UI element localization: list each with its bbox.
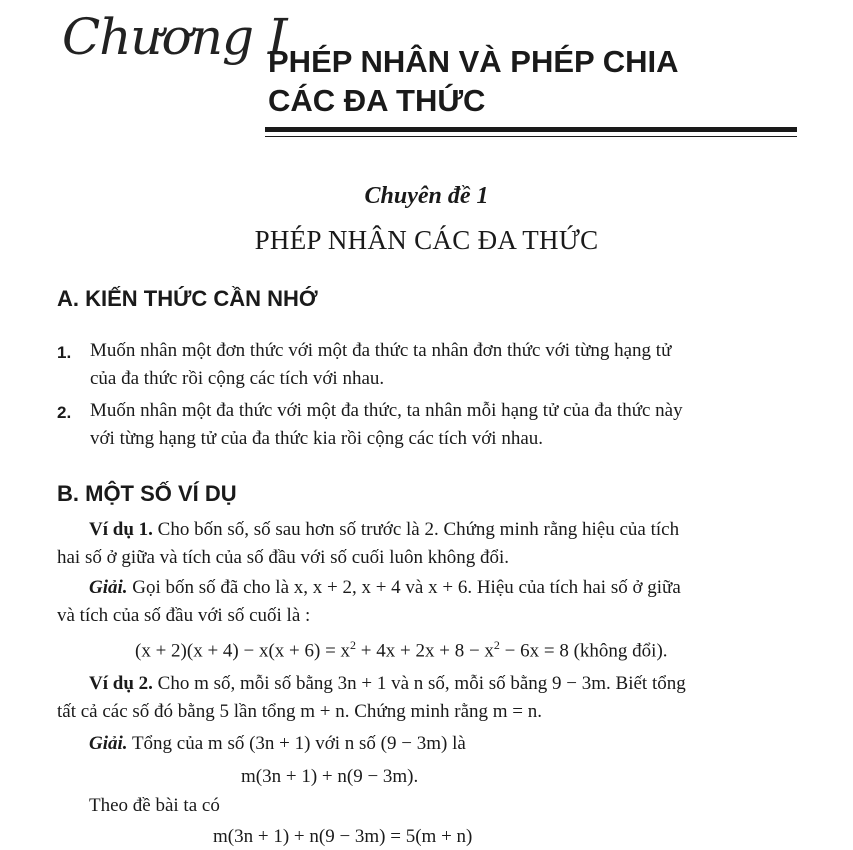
chapter-rule-thin [265,136,797,137]
solution2-equation-1: m(3n + 1) + n(9 − 3m). [241,766,419,787]
item-1-line1: Muốn nhân một đơn thức với một đa thức ta nhân đơn thức với từng hạng tử [90,340,672,361]
example2-line2: tất cả các số đó bằng 5 lần tổng m + n. Chứng minh rằng m = n. [57,701,543,722]
example2-label: Ví dụ 2. [89,673,153,694]
solution2-equation-2: m(3n + 1) + n(9 − 3m) = 5(m + n) [213,826,473,847]
solution2-line2: Theo đề bài ta có [89,795,220,816]
item-2-line2: với từng hạng tử của đa thức kia rồi cộng các tích với nhau. [90,428,544,449]
eq-exp-2: 2 [493,638,500,652]
item-1-line2: của đa thức rồi cộng các tích với nhau. [90,368,385,389]
item-2-number: 2. [57,403,72,422]
solution1-line1 [89,577,681,599]
topic-title: PHÉP NHÂN CÁC ĐA THỨC [254,225,599,255]
example2-text: Cho m số, mỗi số bằng 3n + 1 và n số, mỗi số bằng 9 − 3m. Biết tổng [152,673,686,694]
chapter-title [268,42,679,120]
example1-line1 [89,519,679,541]
eq-part-a: (x + 2)(x + 4) − x(x + 6) = x [135,640,351,662]
solution1-label: Giải. [89,577,128,598]
section-a-heading: A. KIẾN THỨC CẦN NHỚ [57,286,318,311]
topic-label: Chuyên đề 1 [364,183,489,209]
section-b-heading: B. MỘT SỐ VÍ DỤ [57,481,237,506]
eq-part-c: − 6x = 8 (không đổi). [499,640,668,662]
solution1-text: Gọi bốn số đã cho là x, x + 2, x + 4 và x + 6. Hiệu của tích hai số ở giữa [127,577,681,598]
item-2-line1: Muốn nhân một đa thức với một đa thức, ta nhân mỗi hạng tử của đa thức này [90,400,683,421]
example1-text: Cho bốn số, số sau hơn số trước là 2. Chứng minh rằng hiệu của tích [152,519,680,540]
item-1-number: 1. [57,343,72,362]
eq-part-b: + 4x + 2x + 8 − x [356,640,494,662]
solution2-text: Tổng của m số (3n + 1) với n số (9 − 3m) là [127,733,466,754]
example2-line1 [89,673,686,695]
chapter-rule-thick [265,127,797,132]
solution2-line1 [89,733,466,755]
eq-exp-1: 2 [350,638,357,652]
solution1-equation [135,638,668,662]
example1-line2: hai số ở giữa và tích của số đầu với số cuối luôn không đổi. [57,547,510,568]
chapter-title-line1: PHÉP NHÂN VÀ PHÉP CHIA [268,44,679,79]
chapter-word: Chương I [62,8,287,66]
solution1-line2: và tích của số đầu với số cuối là : [57,605,311,626]
example1-label: Ví dụ 1. [89,519,153,540]
chapter-title-line2: CÁC ĐA THỨC [268,83,486,118]
solution2-label: Giải. [89,733,128,754]
